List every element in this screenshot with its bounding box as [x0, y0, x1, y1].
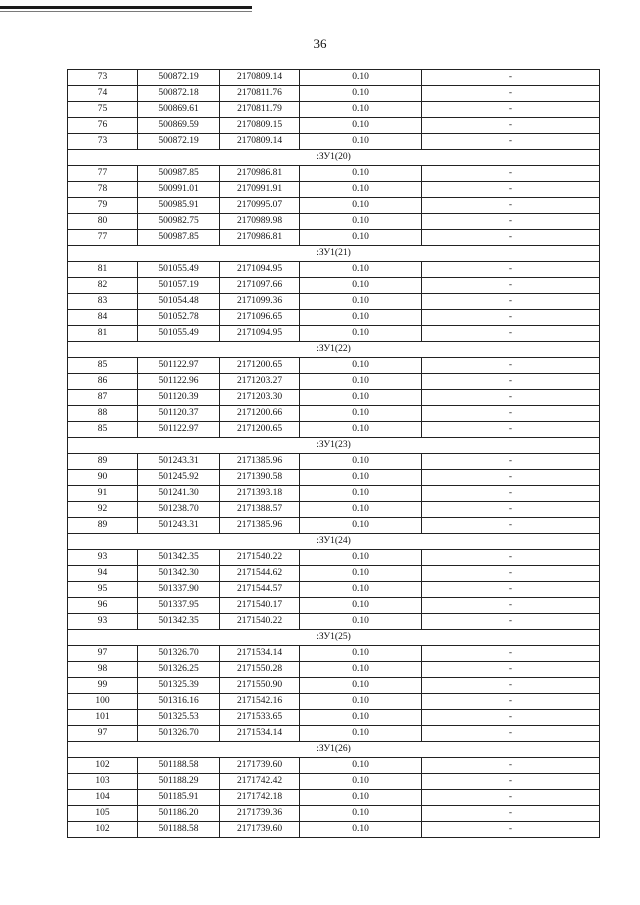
accuracy-cell: 0.10	[300, 278, 422, 294]
y-coordinate-cell: 2171393.18	[220, 486, 300, 502]
description-cell: -	[422, 598, 600, 614]
point-number-cell: 73	[68, 70, 138, 86]
section-header-row	[68, 342, 600, 358]
x-coordinate-cell: 501325.39	[138, 678, 220, 694]
x-coordinate-cell: 501120.37	[138, 406, 220, 422]
x-coordinate-cell: 500987.85	[138, 230, 220, 246]
accuracy-cell: 0.10	[300, 566, 422, 582]
description-cell: -	[422, 774, 600, 790]
y-coordinate-cell: 2171544.62	[220, 566, 300, 582]
point-number-cell: 105	[68, 806, 138, 822]
table-row	[68, 790, 600, 806]
point-number-cell: 98	[68, 662, 138, 678]
table-row	[68, 806, 600, 822]
point-number-cell: 85	[68, 358, 138, 374]
accuracy-cell: 0.10	[300, 166, 422, 182]
x-coordinate-cell: 501326.70	[138, 726, 220, 742]
point-number-cell: 99	[68, 678, 138, 694]
description-cell: -	[422, 214, 600, 230]
table-row	[68, 262, 600, 278]
y-coordinate-cell: 2170809.14	[220, 70, 300, 86]
y-coordinate-cell: 2171542.16	[220, 694, 300, 710]
x-coordinate-cell: 501325.53	[138, 710, 220, 726]
accuracy-cell: 0.10	[300, 118, 422, 134]
y-coordinate-cell: 2170991.91	[220, 182, 300, 198]
table-row	[68, 454, 600, 470]
y-coordinate-cell: 2171550.28	[220, 662, 300, 678]
table-row	[68, 198, 600, 214]
y-coordinate-cell: 2171533.65	[220, 710, 300, 726]
accuracy-cell: 0.10	[300, 214, 422, 230]
section-label: :ЗУ1(25)	[68, 630, 600, 646]
accuracy-cell: 0.10	[300, 454, 422, 470]
y-coordinate-cell: 2171390.58	[220, 470, 300, 486]
accuracy-cell: 0.10	[300, 70, 422, 86]
y-coordinate-cell: 2171203.27	[220, 374, 300, 390]
point-number-cell: 94	[68, 566, 138, 582]
table-row	[68, 758, 600, 774]
accuracy-cell: 0.10	[300, 422, 422, 438]
y-coordinate-cell: 2170986.81	[220, 166, 300, 182]
page-number: 36	[313, 36, 327, 51]
point-number-cell: 77	[68, 230, 138, 246]
y-coordinate-cell: 2171534.14	[220, 646, 300, 662]
x-coordinate-cell: 500869.59	[138, 118, 220, 134]
table-row	[68, 566, 600, 582]
description-cell: -	[422, 470, 600, 486]
x-coordinate-cell: 501188.58	[138, 822, 220, 838]
table-row	[68, 214, 600, 230]
description-cell: -	[422, 758, 600, 774]
point-number-cell: 85	[68, 422, 138, 438]
point-number-cell: 88	[68, 406, 138, 422]
description-cell: -	[422, 198, 600, 214]
x-coordinate-cell: 500991.01	[138, 182, 220, 198]
y-coordinate-cell: 2171540.22	[220, 614, 300, 630]
y-coordinate-cell: 2170809.14	[220, 134, 300, 150]
section-header-row	[68, 742, 600, 758]
section-header-row	[68, 150, 600, 166]
accuracy-cell: 0.10	[300, 726, 422, 742]
table-row	[68, 550, 600, 566]
point-number-cell: 89	[68, 518, 138, 534]
section-header-row	[68, 534, 600, 550]
accuracy-cell: 0.10	[300, 646, 422, 662]
description-cell: -	[422, 374, 600, 390]
y-coordinate-cell: 2171540.22	[220, 550, 300, 566]
accuracy-cell: 0.10	[300, 486, 422, 502]
x-coordinate-cell: 501326.70	[138, 646, 220, 662]
table-row	[68, 374, 600, 390]
x-coordinate-cell: 501342.30	[138, 566, 220, 582]
table-row	[68, 102, 600, 118]
description-cell: -	[422, 422, 600, 438]
table-row	[68, 710, 600, 726]
table-row	[68, 358, 600, 374]
point-number-cell: 90	[68, 470, 138, 486]
table-row	[68, 118, 600, 134]
x-coordinate-cell: 501245.92	[138, 470, 220, 486]
y-coordinate-cell: 2171534.14	[220, 726, 300, 742]
top-rule	[0, 6, 252, 9]
x-coordinate-cell: 501122.97	[138, 422, 220, 438]
table-row	[68, 598, 600, 614]
accuracy-cell: 0.10	[300, 598, 422, 614]
accuracy-cell: 0.10	[300, 662, 422, 678]
table-row	[68, 726, 600, 742]
section-header-row	[68, 630, 600, 646]
description-cell: -	[422, 454, 600, 470]
section-label: :ЗУ1(20)	[68, 150, 600, 166]
accuracy-cell: 0.10	[300, 326, 422, 342]
table-row	[68, 518, 600, 534]
table-row	[68, 774, 600, 790]
point-number-cell: 73	[68, 134, 138, 150]
accuracy-cell: 0.10	[300, 134, 422, 150]
description-cell: -	[422, 550, 600, 566]
x-coordinate-cell: 501054.48	[138, 294, 220, 310]
x-coordinate-cell: 501316.16	[138, 694, 220, 710]
point-number-cell: 79	[68, 198, 138, 214]
table-row	[68, 662, 600, 678]
table-row	[68, 182, 600, 198]
x-coordinate-cell: 500982.75	[138, 214, 220, 230]
section-label: :ЗУ1(26)	[68, 742, 600, 758]
table-row	[68, 310, 600, 326]
description-cell: -	[422, 646, 600, 662]
table-row	[68, 822, 600, 838]
y-coordinate-cell: 2171742.42	[220, 774, 300, 790]
y-coordinate-cell: 2171096.65	[220, 310, 300, 326]
y-coordinate-cell: 2171388.57	[220, 502, 300, 518]
x-coordinate-cell: 501122.97	[138, 358, 220, 374]
table-row	[68, 406, 600, 422]
description-cell: -	[422, 118, 600, 134]
point-number-cell: 93	[68, 550, 138, 566]
accuracy-cell: 0.10	[300, 102, 422, 118]
x-coordinate-cell: 500869.61	[138, 102, 220, 118]
y-coordinate-cell: 2171540.17	[220, 598, 300, 614]
point-number-cell: 80	[68, 214, 138, 230]
description-cell: -	[422, 70, 600, 86]
table-row	[68, 614, 600, 630]
section-header-row	[68, 438, 600, 454]
description-cell: -	[422, 310, 600, 326]
point-number-cell: 84	[68, 310, 138, 326]
point-number-cell: 96	[68, 598, 138, 614]
accuracy-cell: 0.10	[300, 806, 422, 822]
x-coordinate-cell: 501185.91	[138, 790, 220, 806]
point-number-cell: 97	[68, 646, 138, 662]
description-cell: -	[422, 790, 600, 806]
x-coordinate-cell: 501055.49	[138, 262, 220, 278]
y-coordinate-cell: 2171739.60	[220, 758, 300, 774]
description-cell: -	[422, 486, 600, 502]
description-cell: -	[422, 678, 600, 694]
x-coordinate-cell: 501326.25	[138, 662, 220, 678]
y-coordinate-cell: 2171094.95	[220, 326, 300, 342]
y-coordinate-cell: 2171739.36	[220, 806, 300, 822]
x-coordinate-cell: 500872.18	[138, 86, 220, 102]
accuracy-cell: 0.10	[300, 182, 422, 198]
description-cell: -	[422, 278, 600, 294]
point-number-cell: 77	[68, 166, 138, 182]
description-cell: -	[422, 230, 600, 246]
point-number-cell: 92	[68, 502, 138, 518]
x-coordinate-cell: 501342.35	[138, 550, 220, 566]
accuracy-cell: 0.10	[300, 310, 422, 326]
x-coordinate-cell: 501342.35	[138, 614, 220, 630]
section-label: :ЗУ1(23)	[68, 438, 600, 454]
x-coordinate-cell: 500872.19	[138, 70, 220, 86]
point-number-cell: 93	[68, 614, 138, 630]
point-number-cell: 82	[68, 278, 138, 294]
x-coordinate-cell: 501186.20	[138, 806, 220, 822]
x-coordinate-cell: 501241.30	[138, 486, 220, 502]
x-coordinate-cell: 501055.49	[138, 326, 220, 342]
description-cell: -	[422, 358, 600, 374]
table-row	[68, 278, 600, 294]
table-row	[68, 470, 600, 486]
point-number-cell: 76	[68, 118, 138, 134]
accuracy-cell: 0.10	[300, 358, 422, 374]
description-cell: -	[422, 326, 600, 342]
point-number-cell: 103	[68, 774, 138, 790]
table-row	[68, 230, 600, 246]
y-coordinate-cell: 2171200.66	[220, 406, 300, 422]
table-row	[68, 390, 600, 406]
coordinates-table-body	[68, 70, 600, 838]
point-number-cell: 75	[68, 102, 138, 118]
accuracy-cell: 0.10	[300, 678, 422, 694]
table-row	[68, 134, 600, 150]
point-number-cell: 95	[68, 582, 138, 598]
y-coordinate-cell: 2171097.66	[220, 278, 300, 294]
accuracy-cell: 0.10	[300, 374, 422, 390]
accuracy-cell: 0.10	[300, 86, 422, 102]
description-cell: -	[422, 822, 600, 838]
table-row	[68, 294, 600, 310]
description-cell: -	[422, 806, 600, 822]
point-number-cell: 83	[68, 294, 138, 310]
accuracy-cell: 0.10	[300, 822, 422, 838]
y-coordinate-cell: 2171094.95	[220, 262, 300, 278]
y-coordinate-cell: 2171739.60	[220, 822, 300, 838]
section-label: :ЗУ1(24)	[68, 534, 600, 550]
description-cell: -	[422, 294, 600, 310]
point-number-cell: 81	[68, 262, 138, 278]
table-row	[68, 502, 600, 518]
top-rule-thin	[0, 11, 252, 12]
accuracy-cell: 0.10	[300, 230, 422, 246]
y-coordinate-cell: 2171385.96	[220, 454, 300, 470]
description-cell: -	[422, 182, 600, 198]
point-number-cell: 87	[68, 390, 138, 406]
x-coordinate-cell: 501243.31	[138, 518, 220, 534]
description-cell: -	[422, 166, 600, 182]
description-cell: -	[422, 262, 600, 278]
accuracy-cell: 0.10	[300, 262, 422, 278]
table-row	[68, 678, 600, 694]
y-coordinate-cell: 2171742.18	[220, 790, 300, 806]
point-number-cell: 102	[68, 758, 138, 774]
y-coordinate-cell: 2170995.07	[220, 198, 300, 214]
description-cell: -	[422, 710, 600, 726]
accuracy-cell: 0.10	[300, 406, 422, 422]
section-header-row	[68, 246, 600, 262]
table-row	[68, 694, 600, 710]
y-coordinate-cell: 2170986.81	[220, 230, 300, 246]
accuracy-cell: 0.10	[300, 470, 422, 486]
description-cell: -	[422, 726, 600, 742]
accuracy-cell: 0.10	[300, 758, 422, 774]
y-coordinate-cell: 2171203.30	[220, 390, 300, 406]
accuracy-cell: 0.10	[300, 694, 422, 710]
point-number-cell: 100	[68, 694, 138, 710]
accuracy-cell: 0.10	[300, 774, 422, 790]
table-row	[68, 326, 600, 342]
description-cell: -	[422, 694, 600, 710]
x-coordinate-cell: 501122.96	[138, 374, 220, 390]
table-row	[68, 582, 600, 598]
table-row	[68, 486, 600, 502]
accuracy-cell: 0.10	[300, 198, 422, 214]
description-cell: -	[422, 390, 600, 406]
accuracy-cell: 0.10	[300, 614, 422, 630]
x-coordinate-cell: 500985.91	[138, 198, 220, 214]
section-label: :ЗУ1(21)	[68, 246, 600, 262]
y-coordinate-cell: 2171550.90	[220, 678, 300, 694]
y-coordinate-cell: 2171200.65	[220, 358, 300, 374]
y-coordinate-cell: 2170989.98	[220, 214, 300, 230]
description-cell: -	[422, 518, 600, 534]
description-cell: -	[422, 102, 600, 118]
point-number-cell: 104	[68, 790, 138, 806]
point-number-cell: 81	[68, 326, 138, 342]
y-coordinate-cell: 2171385.96	[220, 518, 300, 534]
point-number-cell: 97	[68, 726, 138, 742]
x-coordinate-cell: 501188.29	[138, 774, 220, 790]
description-cell: -	[422, 662, 600, 678]
x-coordinate-cell: 501057.19	[138, 278, 220, 294]
y-coordinate-cell: 2171200.65	[220, 422, 300, 438]
coordinates-table	[67, 69, 600, 838]
section-label: :ЗУ1(22)	[68, 342, 600, 358]
y-coordinate-cell: 2170811.76	[220, 86, 300, 102]
accuracy-cell: 0.10	[300, 390, 422, 406]
x-coordinate-cell: 501120.39	[138, 390, 220, 406]
table-row	[68, 646, 600, 662]
description-cell: -	[422, 566, 600, 582]
description-cell: -	[422, 582, 600, 598]
point-number-cell: 78	[68, 182, 138, 198]
y-coordinate-cell: 2170811.79	[220, 102, 300, 118]
accuracy-cell: 0.10	[300, 550, 422, 566]
description-cell: -	[422, 134, 600, 150]
x-coordinate-cell: 501337.95	[138, 598, 220, 614]
point-number-cell: 89	[68, 454, 138, 470]
y-coordinate-cell: 2171099.36	[220, 294, 300, 310]
description-cell: -	[422, 406, 600, 422]
x-coordinate-cell: 501337.90	[138, 582, 220, 598]
point-number-cell: 74	[68, 86, 138, 102]
table-row	[68, 422, 600, 438]
accuracy-cell: 0.10	[300, 790, 422, 806]
accuracy-cell: 0.10	[300, 294, 422, 310]
x-coordinate-cell: 501243.31	[138, 454, 220, 470]
point-number-cell: 86	[68, 374, 138, 390]
x-coordinate-cell: 501238.70	[138, 502, 220, 518]
x-coordinate-cell: 501052.78	[138, 310, 220, 326]
accuracy-cell: 0.10	[300, 518, 422, 534]
table-row	[68, 166, 600, 182]
description-cell: -	[422, 502, 600, 518]
point-number-cell: 101	[68, 710, 138, 726]
accuracy-cell: 0.10	[300, 582, 422, 598]
y-coordinate-cell: 2171544.57	[220, 582, 300, 598]
x-coordinate-cell: 501188.58	[138, 758, 220, 774]
table-row	[68, 86, 600, 102]
y-coordinate-cell: 2170809.15	[220, 118, 300, 134]
point-number-cell: 91	[68, 486, 138, 502]
x-coordinate-cell: 500987.85	[138, 166, 220, 182]
description-cell: -	[422, 614, 600, 630]
accuracy-cell: 0.10	[300, 710, 422, 726]
description-cell: -	[422, 86, 600, 102]
accuracy-cell: 0.10	[300, 502, 422, 518]
point-number-cell: 102	[68, 822, 138, 838]
x-coordinate-cell: 500872.19	[138, 134, 220, 150]
table-row	[68, 70, 600, 86]
